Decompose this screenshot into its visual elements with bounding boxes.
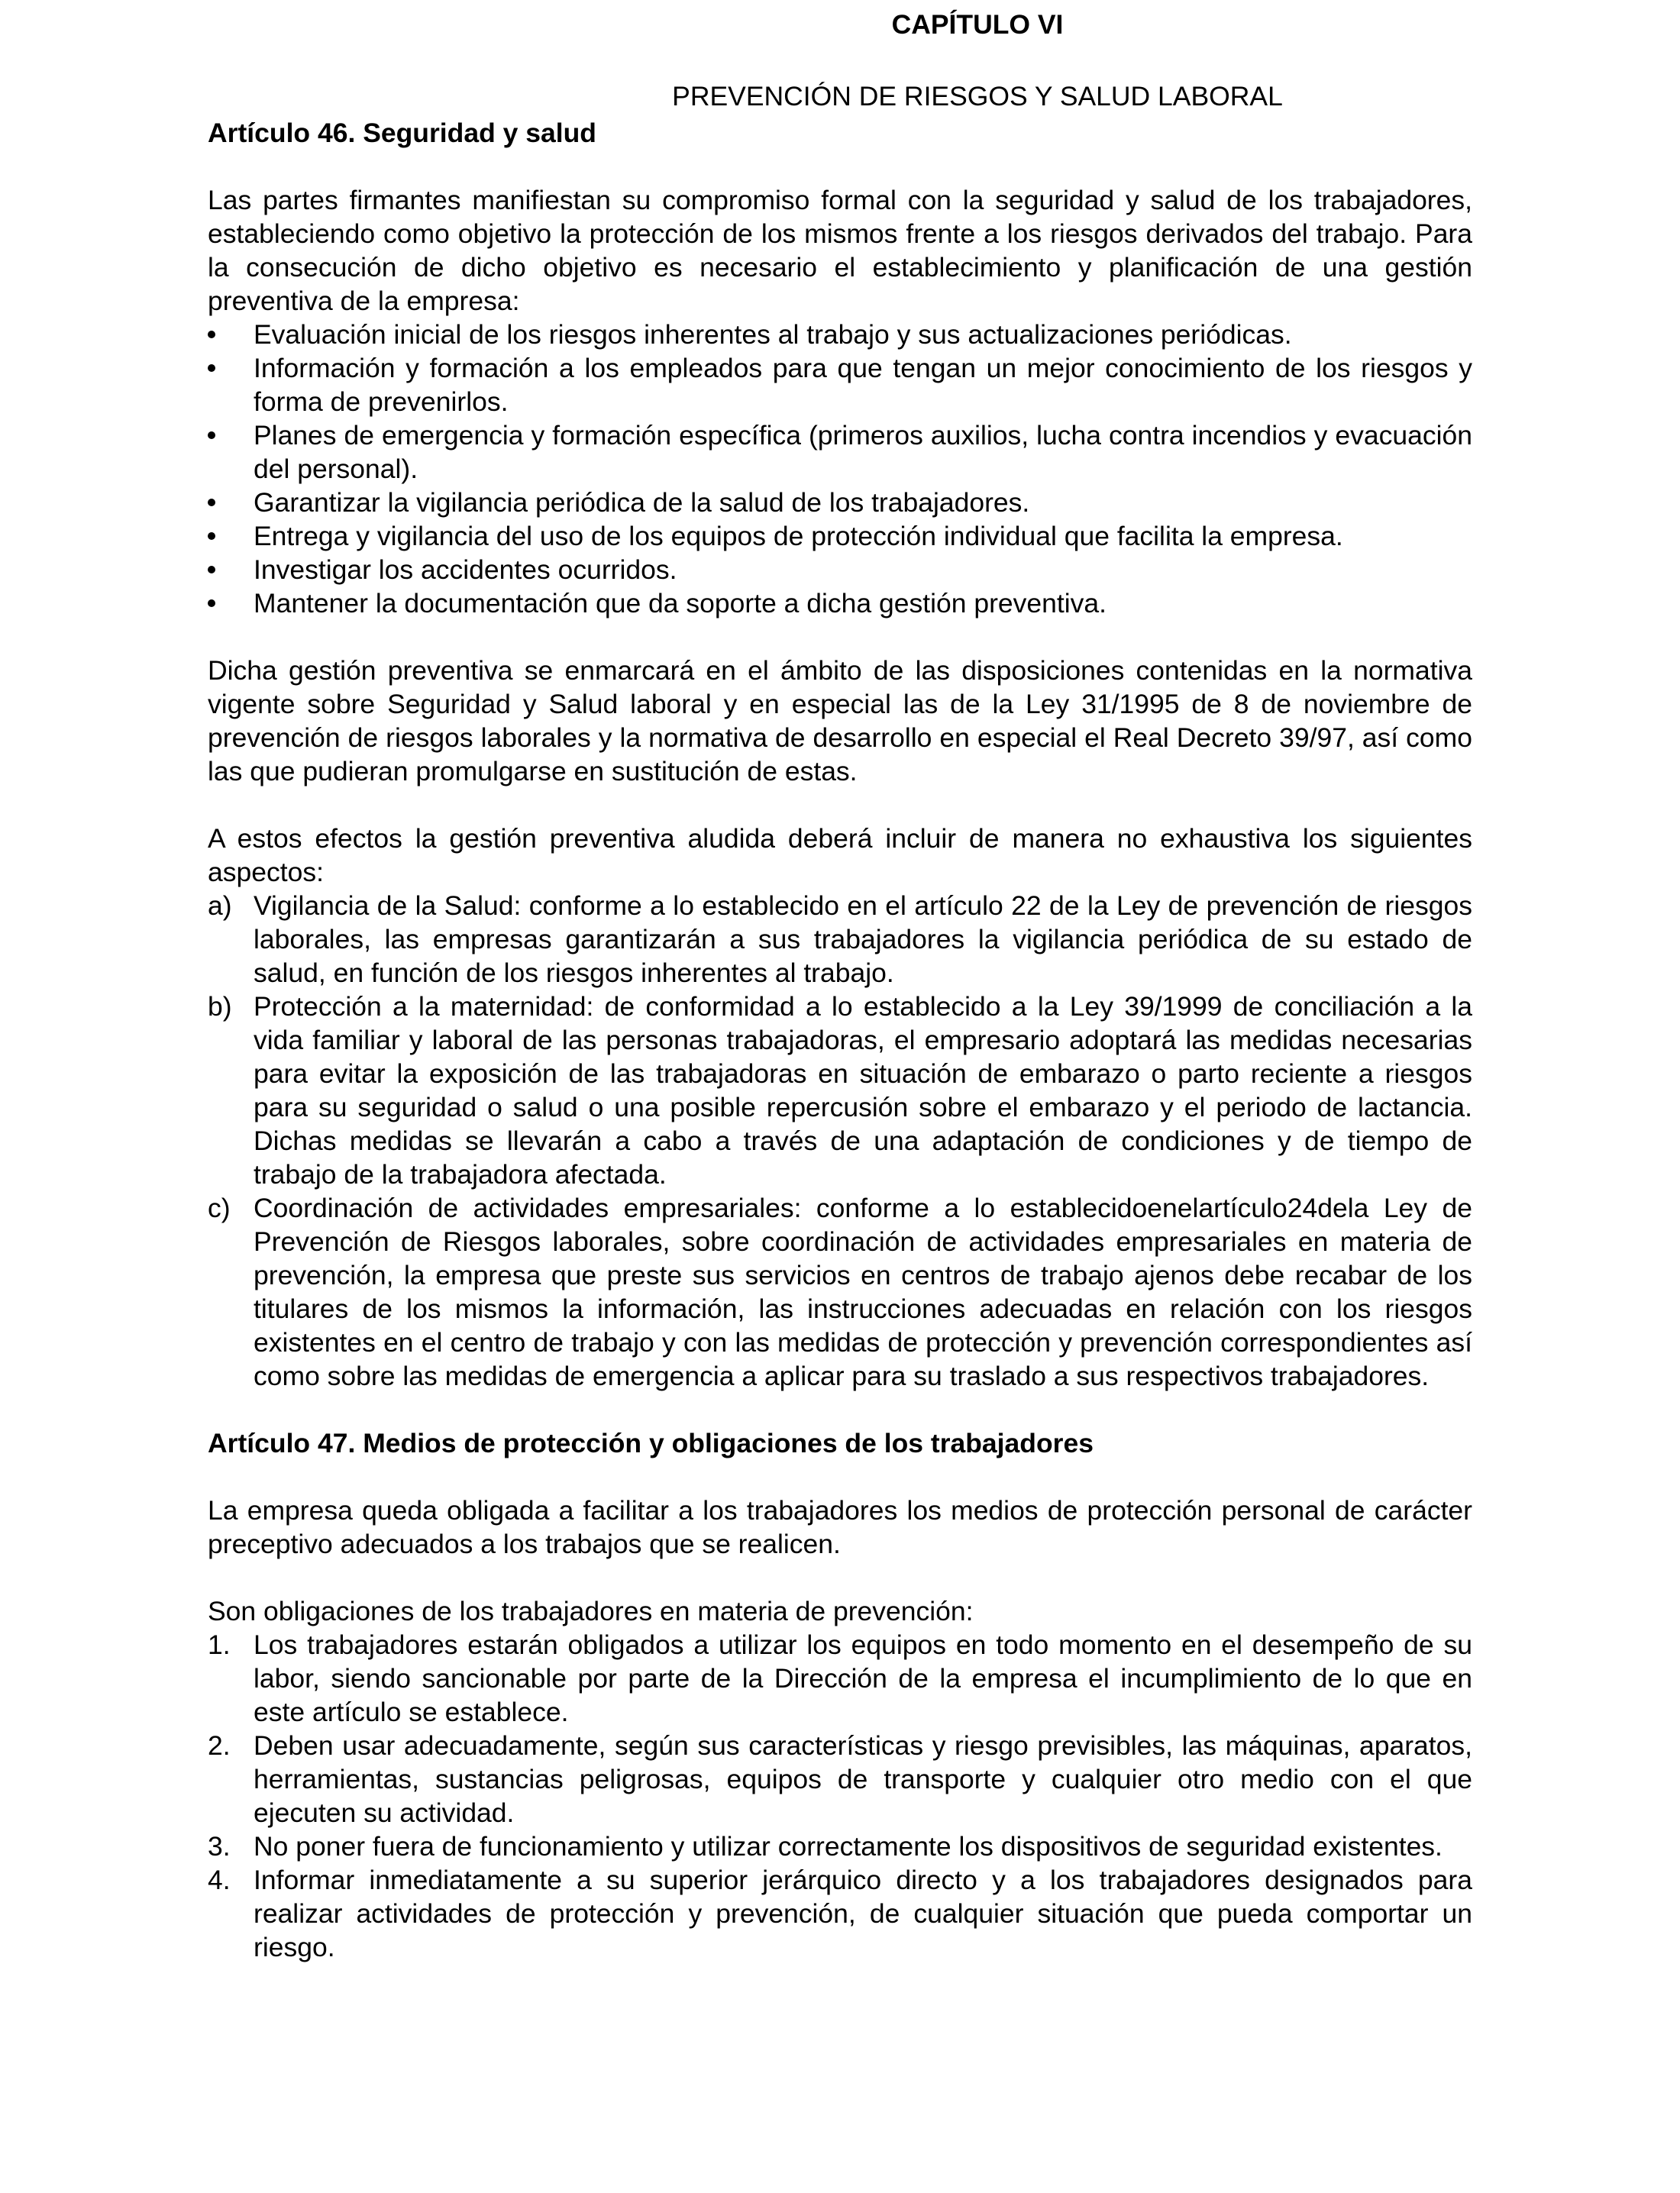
list-marker: 2.: [208, 1730, 231, 1761]
chapter-title: CAPÍTULO VI: [891, 9, 1064, 40]
list-item: Evaluación inicial de los riesgos inherentes al trabajo y sus actualizaciones periódicas.: [208, 318, 1472, 351]
list-item: Planes de emergencia y formación específica (primeros auxilios, lucha contra incendios y evacuación del personal).: [208, 418, 1472, 486]
bullet-icon: [208, 364, 215, 372]
bullet-icon: [208, 431, 215, 439]
list-item: Investigar los accidentes ocurridos.: [208, 553, 1472, 586]
list-item: Entrega y vigilancia del uso de los equipos de protección individual que facilita la empresa.: [208, 519, 1472, 553]
bullet-icon: [208, 599, 215, 607]
article-47-paragraph-2: Son obligaciones de los trabajadores en materia de prevención:: [208, 1596, 974, 1626]
bullet-icon: [208, 532, 215, 540]
list-marker: 1.: [208, 1629, 231, 1660]
list-item: Garantizar la vigilancia periódica de la salud de los trabajadores.: [208, 486, 1472, 519]
chapter-subtitle: PREVENCIÓN DE RIESGOS Y SALUD LABORAL: [672, 81, 1283, 111]
list-item: 3. No poner fuera de funcionamiento y utilizar correctamente los dispositivos de seguridad existentes.: [208, 1831, 1443, 1862]
article-46-paragraph-2: Dicha gestión preventiva se enmarcará en el ámbito de las disposiciones contenidas en la normativa vigente sobre Seguridad y Salud laboral y en especial las de la Ley 31/1995 de 8 de noviembre de prevención de riesgos laborales y la normativa de desarrollo en especial el Real Decreto 39/97, así como las que pudieran promulgarse en sustitución de estas.: [208, 655, 1472, 786]
list-item: 2. Deben usar adecuadamente, según sus características y riesgo previsibles, las máquinas, aparatos, herramientas, sustancias peligrosas, equipos de transporte y cualquier otro medio con el que ejecuten su actividad.: [208, 1730, 1472, 1828]
list-item: c) Coordinación de actividades empresariales: conforme a lo establecidoenelartículo24dela Ley de Prevención de Riesgos laborales, sobre coordinación de actividades empresariales en materia de prevención, la empresa que preste sus servicios en centros de trabajo ajenos debe recabar de los titulares de los mismos la información, las instrucciones adecuadas en relación con los riesgos existentes en el centro de trabajo y con las medidas de protección y prevención correspondientes así como sobre las medidas de emergencia a aplicar para su traslado a sus respectivos trabajadores.: [208, 1193, 1472, 1391]
list-item: a) Vigilancia de la Salud: conforme a lo establecido en el artículo 22 de la Ley de prevención de riesgos laborales, las empresas garantizarán a sus trabajadores la vigilancia periódica de su estado de salud, en función de los riesgos inherentes al trabajo.: [208, 890, 1472, 988]
list-item: 1. Los trabajadores estarán obligados a utilizar los equipos en todo momento en el desempeño de su labor, siendo sancionable por parte de la Dirección de la empresa el incumplimiento de lo que en este artículo se establece.: [208, 1629, 1472, 1727]
list-marker: c): [208, 1193, 231, 1223]
list-item: Información y formación a los empleados para que tengan un mejor conocimiento de los riesgos y forma de prevenirlos.: [208, 351, 1472, 418]
list-marker: 3.: [208, 1831, 231, 1862]
article-46-intro: Las partes firmantes manifiestan su compromiso formal con la seguridad y salud de los trabajadores, estableciendo como objetivo la protección de los mismos frente a los riesgos derivados del trabajo. Para la consecución de dicho objetivo es necesario el establecimiento y planificación de una gestión preventiva de la empresa:: [208, 185, 1472, 316]
list-item: b) Protección a la maternidad: de conformidad a lo establecido a la Ley 39/1999 de conciliación a la vida familiar y laboral de las personas trabajadoras, el empresario adoptará las medidas necesarias para evitar la exposición de las trabajadoras en situación de embarazo o parto reciente a riesgos para su seguridad o salud o una posible repercusión sobre el embarazo y el periodo de lactancia. Dichas medidas se llevarán a cabo a través de una adaptación de condiciones y de tiempo de trabajo de la trabajadora afectada.: [208, 991, 1472, 1190]
obligations-list: [208, 1628, 1472, 1964]
article-47-title: Artículo 47. Medios de protección y obligaciones de los trabajadores: [208, 1428, 1094, 1458]
list-marker: 4.: [208, 1865, 231, 1895]
list-marker: b): [208, 991, 232, 1022]
aspects-list: [208, 889, 1472, 1393]
article-46-paragraph-3: A estos efectos la gestión preventiva aludida deberá incluir de manera no exhaustiva los siguientes aspectos:: [208, 823, 1472, 887]
article-47-paragraph-1: La empresa queda obligada a facilitar a los trabajadores los medios de protección personal de carácter preceptivo adecuados a los trabajos que se realicen.: [208, 1495, 1472, 1559]
bullet-icon: [208, 331, 215, 338]
list-item: 4. Informar inmediatamente a su superior jerárquico directo y a los trabajadores designados para realizar actividades de protección y prevención, de cualquier situación que pueda comportar un riesgo.: [208, 1865, 1472, 1962]
document-page: [208, 8, 1472, 1964]
bullet-icon: [208, 566, 215, 573]
list-marker: a): [208, 890, 232, 921]
article-46-title: Artículo 46. Seguridad y salud: [208, 118, 596, 148]
list-item: Mantener la documentación que da soporte a dicha gestión preventiva.: [208, 586, 1472, 620]
bullet-icon: [208, 499, 215, 506]
preventive-management-list: [208, 318, 1472, 620]
